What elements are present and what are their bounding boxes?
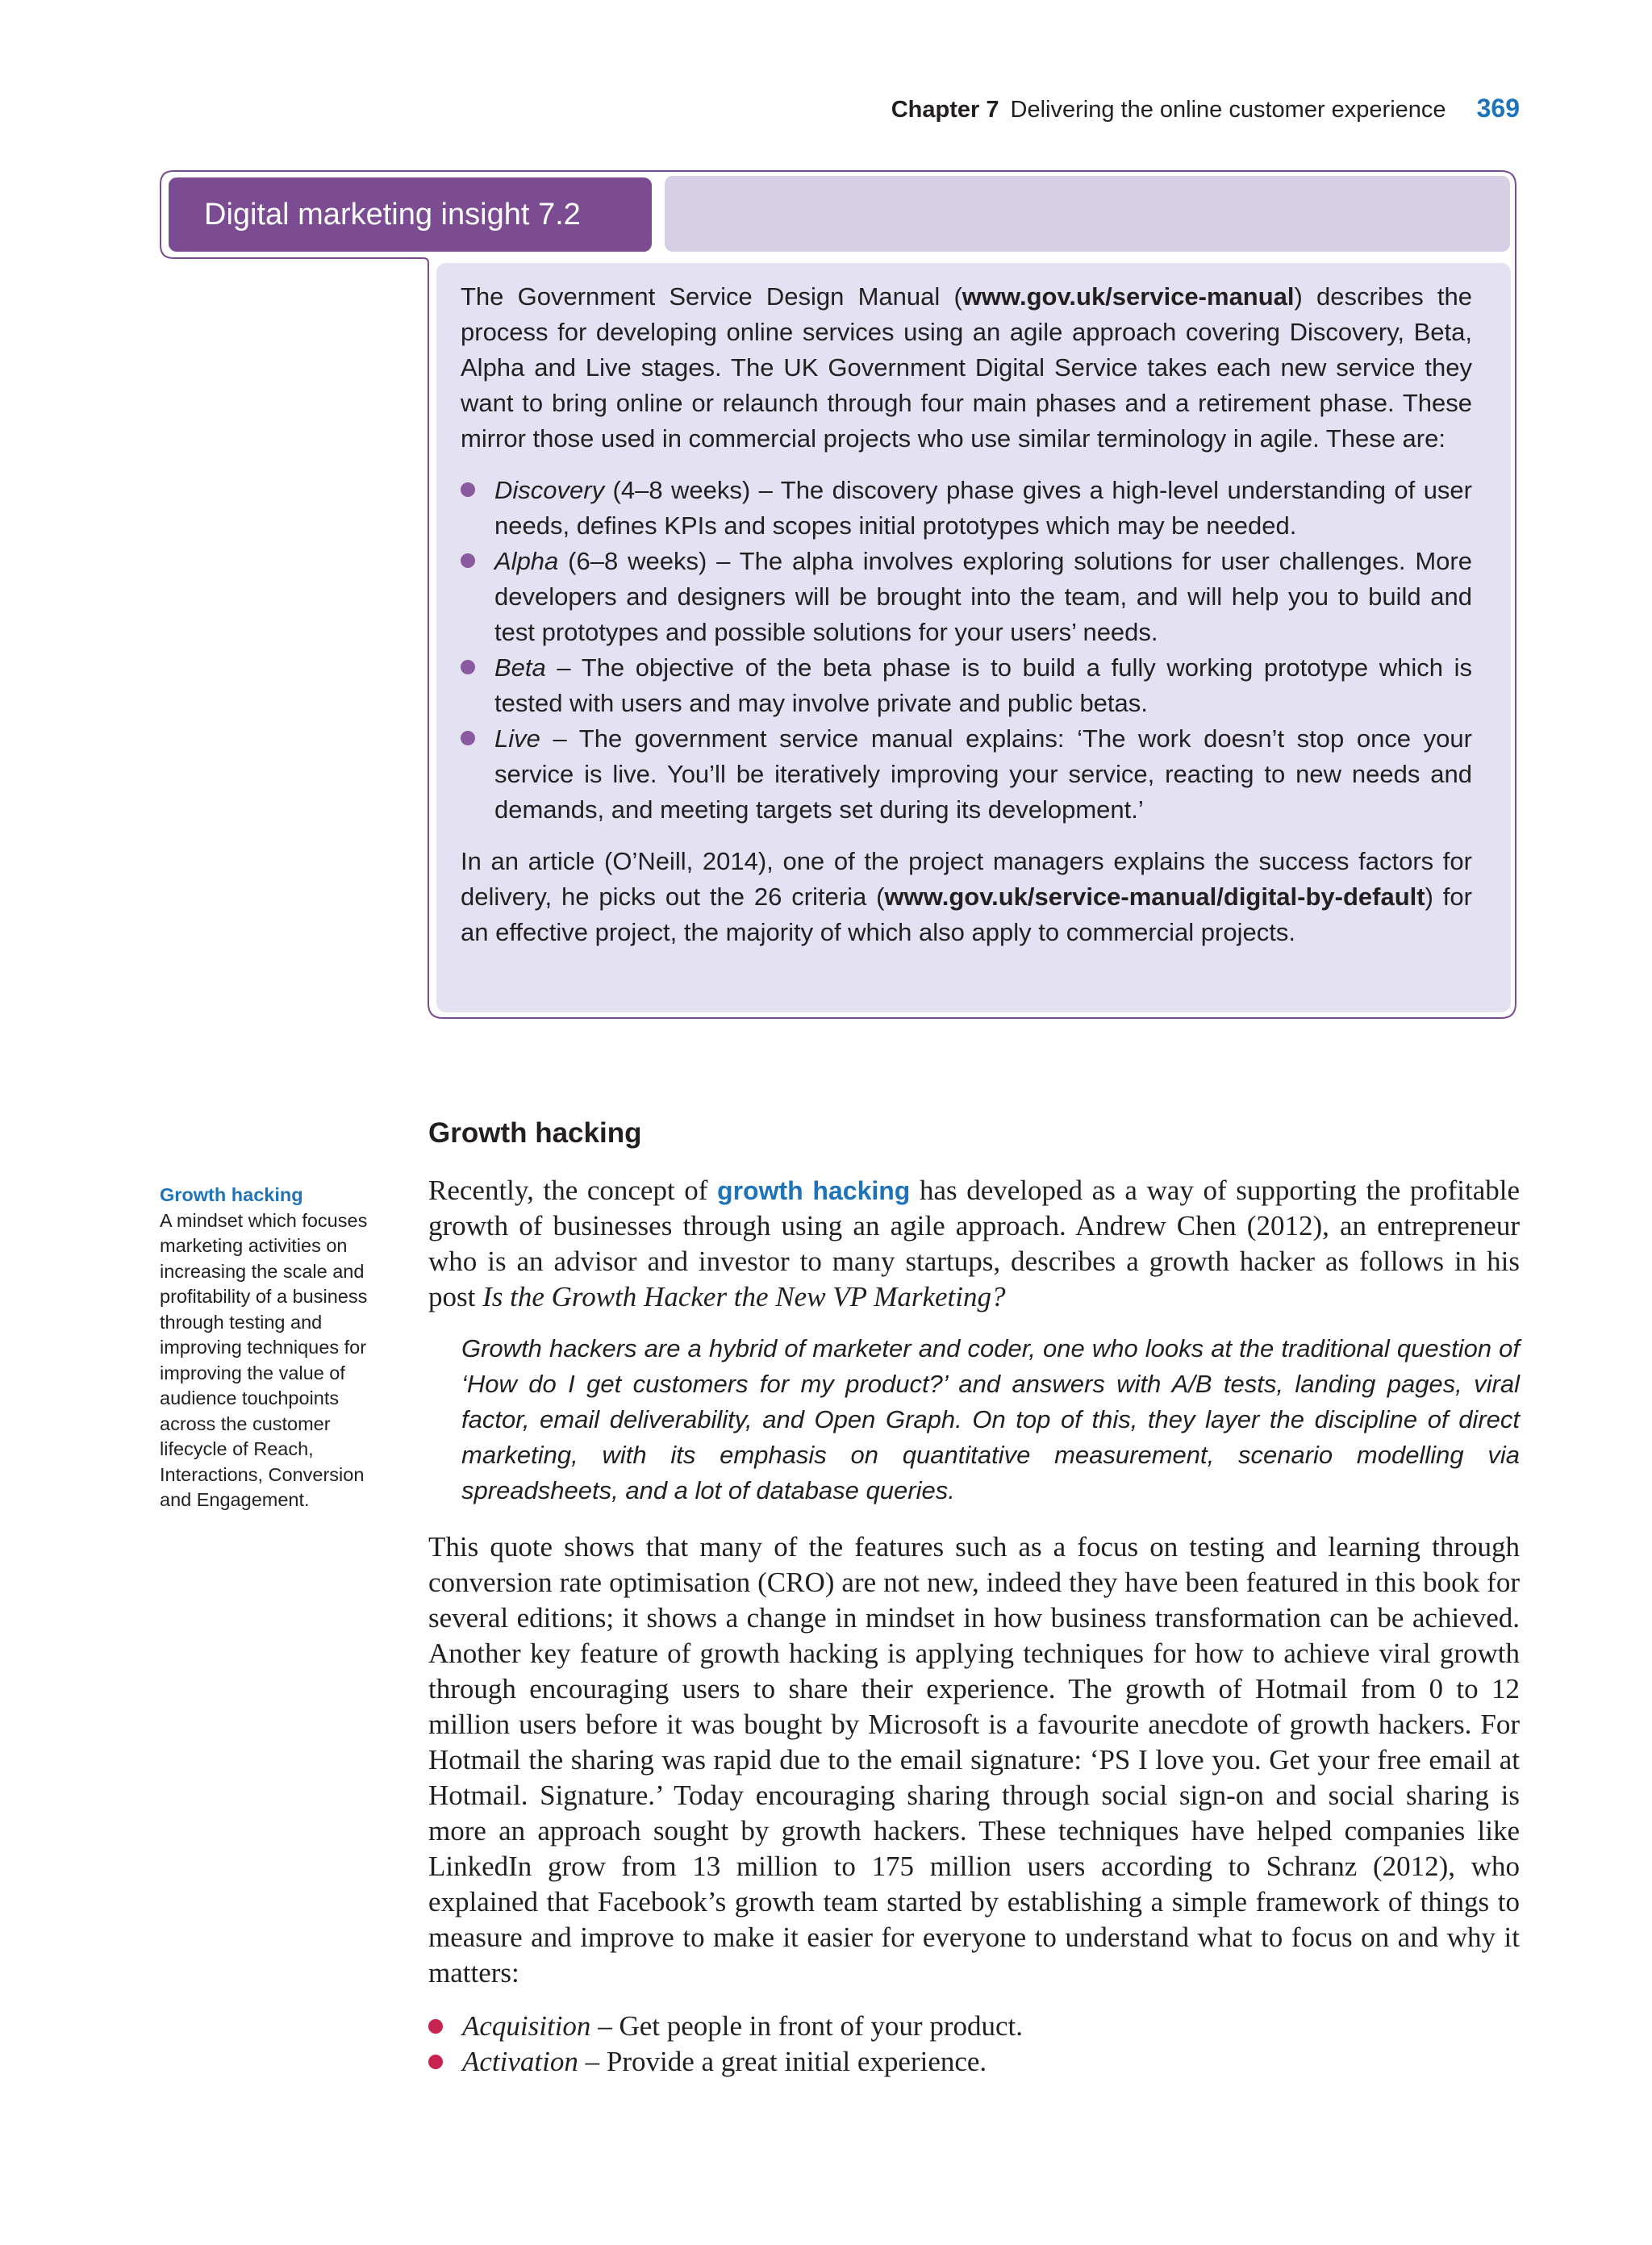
post-title: Is the Growth Hacker the New VP Marketing?: [482, 1281, 1006, 1312]
paragraph: Recently, the concept of growth hacking has developed as a way of supporting the profitable growth of businesses through using an agile approach. Andrew Chen (2012), an entrepreneur who is an advisor and investor to many startups, describes a growth hacker as follows in his post Is the Growth Hacker the New VP Marketing?: [428, 1175, 1520, 1312]
bullet-icon: [461, 553, 475, 568]
main-text: [428, 1173, 1520, 2080]
service-manual-link[interactable]: www.gov.uk/service-manual: [962, 282, 1295, 311]
list-item: Beta – The objective of the beta phase is to build a fully working prototype which is tested with users and may involve private and public betas.: [461, 650, 1472, 721]
chapter-title: Delivering the online customer experience: [1010, 97, 1446, 123]
section-heading: Growth hacking: [428, 1117, 642, 1149]
bullet-icon: [461, 660, 475, 674]
bullet-icon: [461, 482, 475, 497]
bullet-icon: [428, 2019, 443, 2034]
key-term: growth hacking: [717, 1176, 911, 1205]
bullet-icon: [428, 2055, 443, 2069]
list-item: Acquisition – Get people in front of your product.: [428, 2009, 1520, 2044]
glossary-definition: A mindset which focuses marketing activities on increasing the scale and profitability of a business through testing and improving techniques for improving the value of audience touchpoints across the customer lifecycle of Reach, Interactions, Conversion and Engagement.: [160, 1209, 368, 1510]
insight-title-tab: Digital marketing insight 7.2: [169, 177, 652, 252]
chapter-label: Chapter 7: [891, 97, 999, 123]
metrics-list: [428, 2009, 1520, 2080]
digital-by-default-link[interactable]: www.gov.uk/service-manual/digital-by-default: [884, 883, 1425, 911]
block-quote: Growth hackers are a hybrid of marketer and coder, one who looks at the traditional question of ‘How do I get customers for my product?’ and answers with A/B tests, landing pages, viral factor, email deliverability, and Open Graph. On top of this, they layer the discipline of direct marketing, with its emphasis on quantitative measurement, scenario modelling via spreadsheets, and a lot of database queries.: [461, 1334, 1520, 1504]
list-item: Activation – Provide a great initial experience.: [428, 2044, 1520, 2080]
running-header: [891, 94, 1520, 123]
glossary-term: Growth hacking: [160, 1184, 303, 1205]
insight-intro: The Government Service Design Manual (www.gov.uk/service-manual) describes the process for developing online services using an agile approach covering Discovery, Beta, Alpha and Live stages. The UK Government Digital Service takes each new service they want to bring online or relaunch through four main phases and a retirement phase. These mirror those used in commercial projects who use similar terminology in agile. These are:: [461, 282, 1472, 453]
insight-content: [436, 263, 1511, 1012]
list-item: Live – The government service manual explains: ‘The work doesn’t stop once your service is live. You’ll be iteratively improving your service, reacting to new needs and demands, and meeting targets set during its development.’: [461, 721, 1472, 828]
phase-list: [461, 473, 1472, 828]
insight-closing: In an article (O’Neill, 2014), one of the project managers explains the success factors for delivery, he picks out the 26 criteria (www.gov.uk/service-manual/digital-by-default) for an effective project, the majority of which also apply to commercial projects.: [461, 847, 1472, 946]
bullet-icon: [461, 731, 475, 745]
paragraph: This quote shows that many of the features such as a focus on testing and learning through conversion rate optimisation (CRO) are not new, indeed they have been featured in this book for several editions; it shows a change in mindset in how business transformation can be achieved. Another key feature of growth hacking is applying techniques for how to achieve viral growth through encouraging users to share their experience. The growth of Hotmail from 0 to 12 million users before it was bought by Microsoft is a favourite anecdote of growth hackers. For Hotmail the sharing was rapid due to the email signature: ‘PS I love you. Get your free email at Hotmail. Signature.’ Today encouraging sharing through social sign-on and social sharing is more an approach sought by growth hackers. These techniques have helped companies like LinkedIn grow from 13 million to 175 million users according to Schranz (2012), who explained that Facebook’s growth team started by establishing a simple framework of things to measure and improve to make it easier for everyone to understand what to focus on and why it matters:: [428, 1531, 1520, 1988]
margin-glossary-note: [160, 1183, 392, 1513]
list-item: Alpha (6–8 weeks) – The alpha involves exploring solutions for user challenges. More developers and designers will be brought into the team, and will help you to build and test prototypes and possible solutions for your users’ needs.: [461, 544, 1472, 650]
page-number: 369: [1476, 94, 1520, 123]
list-item: Discovery (4–8 weeks) – The discovery phase gives a high-level understanding of user needs, defines KPIs and scopes initial prototypes which may be needed.: [461, 473, 1472, 544]
insight-header-band: [665, 176, 1510, 252]
